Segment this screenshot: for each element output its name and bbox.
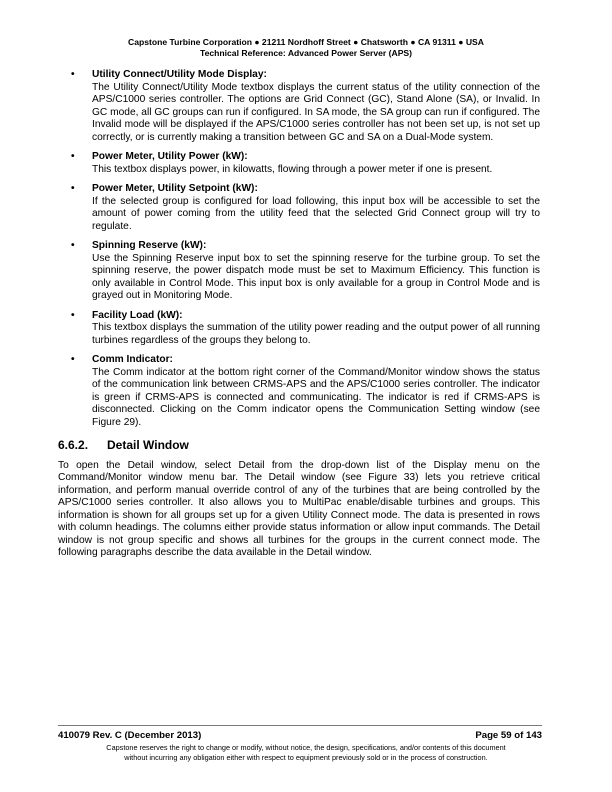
bullet-utility-setpoint [58,183,540,233]
bullet-icon: • [71,240,75,251]
bullet-body: This textbox displays the summation of the utility power reading and the output power of all running turbines regardless of the groups they belong to. [92,322,540,346]
section-title: Detail Window [107,438,189,452]
footer-disclaimer [0,743,612,762]
footer-doc-id: 410079 Rev. C (December 2013) [58,730,202,741]
bullet-comm-indicator [58,354,540,429]
section-paragraph: To open the Detail window, select Detail from the drop-down list of the Display menu on the Command/Monitor window menu bar. The Detail window (see Figure 33) lets you retrieve critical information, and perform manual override control of any of the turbines that are being controlled by the APS/C1000 series controller. It also allows you to MultiPac enable/disable turbines and groups. This information is shown for all groups set up for a given Utility Connect mode. The data is presented in rows with column headings. The columns either provide status information or allow input commands. The Detail window is not group specific and shows all turbines for the groups in the current connect mode. The following paragraphs describe the data available in the Detail window. [58,459,540,558]
bullet-title: Comm Indicator: [92,354,173,365]
page-header [0,37,612,59]
bullet-utility-connect [58,69,540,144]
bullet-title: Utility Connect/Utility Mode Display: [92,69,267,80]
bullet-body: The Comm indicator at the bottom right corner of the Command/Monitor window shows the status of the communication link between CRMS-APS and the APS/C1000 series controller. The indicator is green if CRMS-APS is connected and communicating. The indicator is red if CRMS-APS is disconnected. Clicking on the Comm indicator opens the Communication Setting window (see Figure 29). [92,366,540,428]
page-footer [58,730,542,741]
bullet-body: The Utility Connect/Utility Mode textbox displays the current status of the utility connection of the APS/C1000 series controller. The options are Grid Connect (GC), Stand Alone (SA), or Invalid. In GC mode, all GC groups can run if configured. In SA mode, the SA group can run if configured. The Invalid mode will be displayed if the APS/C1000 series controller has not been set up, is not set up correctly, or is currently making a transition between GC and SA on a Dual-Mode system. [92,81,540,143]
bullet-utility-power [58,151,540,176]
header-doc-title: Technical Reference: Advanced Power Server (APS) [199,48,413,58]
footer-page-number: Page 59 of 143 [475,730,542,741]
bullet-icon: • [71,151,75,162]
section-number: 6.6.2. [58,438,89,452]
page-content [58,69,540,560]
bullet-title: Facility Load (kW): [92,309,183,321]
bullet-title: Spinning Reserve (kW): [92,240,207,251]
bullet-facility-load [58,310,540,348]
disclaimer-line-1: Capstone reserves the right to change or modify, without notice, the design, specifications, and/or contents of this document [106,743,506,752]
section-heading [58,439,540,452]
footer-divider [58,725,542,726]
disclaimer-line-2: without incurring any obligation either with respect to equipment previously sold or in the process of construction. [124,752,488,762]
bullet-title: Power Meter, Utility Power (kW): [92,151,248,162]
bullet-body: This textbox displays power, in kilowatts, flowing through a power meter if one is present. [92,163,493,175]
bullet-icon: • [71,69,75,80]
bullet-body: If the selected group is configured for load following, this input box will be accessible to set the amount of power coming from the utility feed that the selected Grid Connect group will try to regulate. [92,195,540,232]
bullet-icon: • [71,354,75,365]
bullet-body: Use the Spinning Reserve input box to set the spinning reserve for the turbine group. To set the spinning reserve, the power dispatch mode must be set to Maximum Efficiency. This function is only available in Control Mode. This input box is only available for a group in Control Mode and is grayed out in Monitoring Mode. [92,252,540,301]
bullet-icon: • [71,309,75,321]
header-company-line: Capstone Turbine Corporation ● 21211 Nordhoff Street ● Chatsworth ● CA 91311 ● USA [128,37,484,47]
bullet-icon: • [71,183,75,194]
bullet-title: Power Meter, Utility Setpoint (kW): [92,183,258,194]
bullet-spinning-reserve [58,240,540,303]
